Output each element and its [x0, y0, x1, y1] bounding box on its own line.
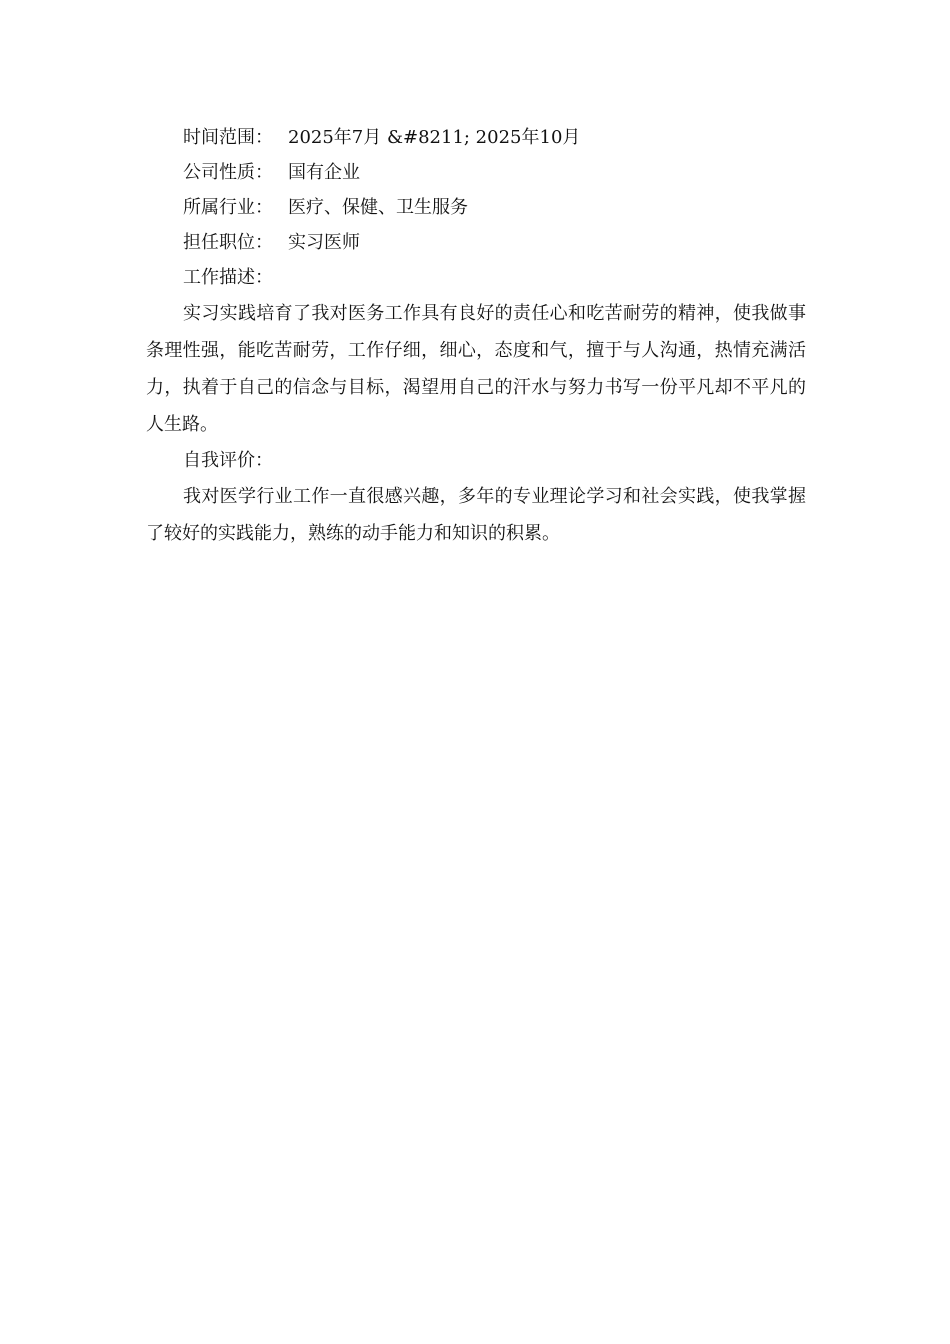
field-label: 时间范围： [183, 127, 273, 148]
field-value: 实习医师 [288, 232, 360, 253]
work-description-text: 实习实践培育了我对医务工作具有良好的责任心和吃苦耐劳的精神，使我做事条理性强，能吃苦耐劳，工作仔细，细心，态度和气，擅于与人沟通，热情充满活力，执着于自己的信念与目标，渴望用自己的汗水与努力书写一份平凡却不平凡的人生路。 [146, 303, 806, 435]
self-evaluation-text: 我对医学行业工作一直很感兴趣，多年的专业理论学习和社会实践，使我掌握了较好的实践能力，熟练的动手能力和知识的积累。 [146, 486, 806, 544]
field-value: 2025年7月 &#8211; 2025年10月 [288, 127, 581, 148]
field-label: 所属行业： [183, 197, 273, 218]
field-industry [146, 190, 806, 225]
field-time-range [146, 120, 806, 155]
work-description-heading: 工作描述： [183, 267, 273, 288]
field-label: 担任职位： [183, 232, 273, 253]
document-body [146, 120, 806, 552]
field-value: 国有企业 [288, 162, 360, 183]
self-evaluation-heading: 自我评价： [183, 450, 273, 471]
field-value: 医疗、保健、卫生服务 [288, 197, 468, 218]
field-label: 公司性质： [183, 162, 273, 183]
field-position [146, 225, 806, 260]
field-company-type [146, 155, 806, 190]
